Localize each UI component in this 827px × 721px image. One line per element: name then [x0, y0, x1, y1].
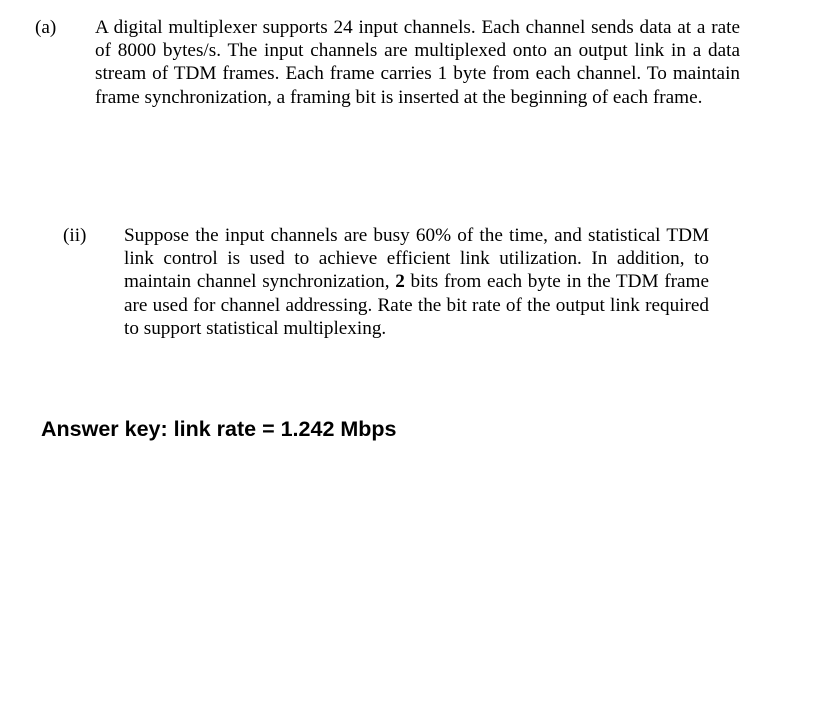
- part-a-question-text: A digital multiplexer supports 24 input channels. Each channel sends data at a rate of 8000 bytes/s. The input channels are multiplexed onto an output link in a data stream of TDM frames. Each frame carries 1 byte from each channel. To maintain frame synchronization, a framing bit is inserted at the beginning of each frame.: [95, 17, 740, 108]
- part-a-label: (a): [35, 17, 57, 38]
- part-ii-question-text: [124, 224, 709, 340]
- part-ii-bold-number: 2: [395, 271, 405, 293]
- part-ii-text-end: bits from each byte in the TDM frame are used for channel addressing. Rate the bit rate of the output link required to support statistical multiplexing.: [124, 271, 710, 339]
- part-ii-label: (ii): [63, 225, 87, 246]
- part-ii-text-start: Suppose the input channels are busy 60% of the time, and statistical TDM link control is used to achieve efficient link utilization. In addition, to maintain channel synchronization,: [124, 225, 709, 293]
- answer-key: Answer key: link rate = 1.242 Mbps: [41, 417, 397, 441]
